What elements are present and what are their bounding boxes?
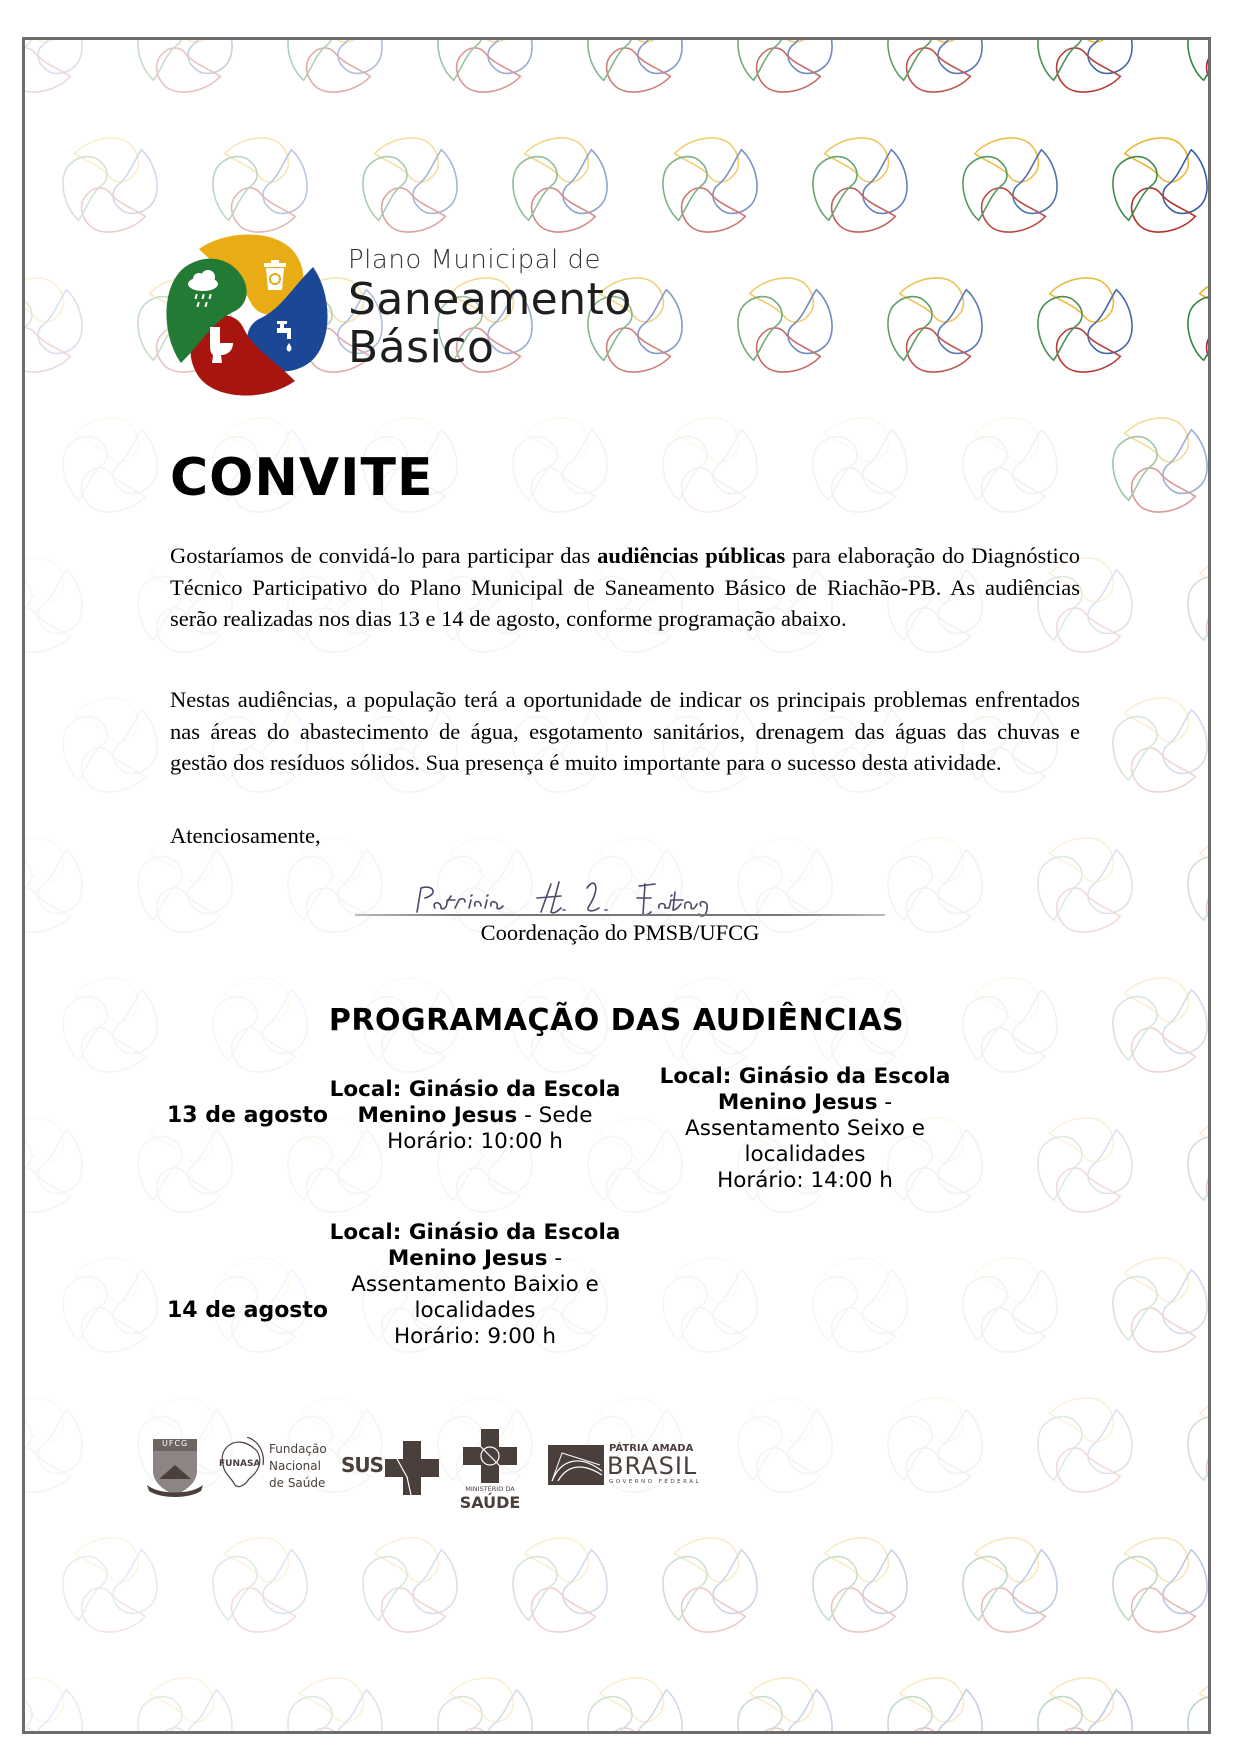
session-time: Horário: 14:00 h (717, 1168, 893, 1193)
signature-line (355, 914, 885, 916)
background-swirl (1030, 1110, 1141, 1221)
page-title: CONVITE (170, 448, 434, 508)
background-swirl (955, 130, 1066, 241)
funasa-name-line: Fundação (269, 1442, 327, 1456)
background-swirl (25, 550, 90, 661)
background-swirl (1030, 1390, 1141, 1501)
intro-paragraph (170, 540, 1080, 635)
session-suffix: - Sede (517, 1103, 593, 1128)
background-swirl (25, 1390, 90, 1501)
background-swirl (1030, 270, 1141, 381)
background-swirl (580, 40, 691, 100)
background-swirl (655, 130, 766, 241)
background-swirl (1180, 830, 1208, 941)
background-swirl (1180, 40, 1208, 100)
background-swirl (655, 1530, 766, 1641)
session-local: Local: Ginásio da Escola Menino Jesus (329, 1220, 621, 1271)
intro-text-bold: audiências públicas (597, 543, 786, 568)
background-swirl (55, 1250, 166, 1361)
pmsb-logo (161, 229, 333, 401)
background-swirl (280, 1670, 391, 1731)
ministerio-saude-cross-icon (463, 1429, 517, 1483)
session-suffix: - (877, 1090, 893, 1115)
brasil-label-top: PÁTRIA AMADA (609, 1443, 694, 1454)
background-swirl (130, 40, 241, 100)
ministerio-label-top: MINISTÉRIO DA (465, 1485, 515, 1493)
schedule-session (645, 1064, 965, 1194)
background-swirl (1105, 1530, 1208, 1641)
background-swirl (955, 1250, 1066, 1361)
background-swirl (805, 1250, 916, 1361)
session-time: Horário: 10:00 h (387, 1129, 563, 1154)
background-swirl (25, 1670, 90, 1731)
background-swirl (1105, 410, 1208, 521)
background-swirl (955, 1530, 1066, 1641)
background-swirl (205, 1530, 316, 1641)
background-swirl (805, 410, 916, 521)
funasa-name-line: de Saúde (269, 1476, 326, 1490)
schedule-date-day2: 14 de agosto (167, 1298, 329, 1323)
background-swirl (505, 1530, 616, 1641)
session-location-detail: Assentamento Baixio e localidades (351, 1272, 599, 1323)
background-swirl (280, 40, 391, 100)
session-local: Local: Ginásio da Escola Menino Jesus (659, 1064, 951, 1115)
partner-logos (145, 1435, 765, 1535)
session-suffix: - (547, 1246, 563, 1271)
background-swirl (730, 40, 841, 100)
logo-wordmark (348, 245, 632, 371)
sus-cross-icon (385, 1441, 439, 1495)
background-swirl (1030, 1670, 1141, 1731)
ministerio-label-bottom: SAÚDE (459, 1493, 521, 1512)
background-swirl (1105, 1250, 1208, 1361)
schedule-session (325, 1220, 625, 1350)
background-swirl (1030, 40, 1141, 100)
intro-text-end: para elaboração do Diagnóstico Técnico Participativo do Plano Municipal de Saneamento Básico de Riachão-PB. As audiências serão realizadas nos dias 13 e 14 de agosto, conforme programação abaixo. (170, 543, 1081, 631)
background-swirl (55, 1530, 166, 1641)
details-paragraph: Nestas audiências, a população terá a oportunidade de indicar os principais problemas enfrentados nas áreas do abastecimento de água, esgotamento sanitários, drenagem das águas das chuvas e gestão dos resíduos sólidos. Sua presença é muito importante para o sucesso desta atividade. (170, 687, 1080, 775)
brasil-label-bottom: GOVERNO FEDERAL (609, 1479, 702, 1485)
signature-role: Coordenação do PMSB/UFCG (480, 920, 760, 945)
background-swirl (805, 1530, 916, 1641)
background-swirl (880, 1390, 991, 1501)
brasil-label-main: BRASIL (607, 1452, 698, 1480)
ufcg-label: UFCG (162, 1439, 189, 1448)
background-swirl (1180, 270, 1208, 381)
background-swirl (1180, 1110, 1208, 1221)
funasa-label: FUNASA (219, 1459, 261, 1469)
background-swirl (880, 40, 991, 100)
background-swirl (1180, 550, 1208, 661)
schedule-session (325, 1077, 625, 1155)
background-swirl (1180, 1390, 1208, 1501)
document-page (22, 37, 1211, 1734)
background-swirl (805, 130, 916, 241)
logo-line-2: Saneamento (348, 274, 632, 325)
background-swirl (430, 1670, 541, 1731)
background-swirl (25, 1110, 90, 1221)
background-swirl (880, 1670, 991, 1731)
background-swirl (55, 130, 166, 241)
schedule-title: PROGRAMAÇÃO DAS AUDIÊNCIAS (328, 1003, 905, 1038)
background-swirl (880, 830, 991, 941)
background-swirl (505, 410, 616, 521)
logo-line-3: Básico (348, 322, 495, 373)
funasa-name-line: Nacional (269, 1459, 321, 1473)
background-swirl (205, 130, 316, 241)
background-swirl (25, 830, 90, 941)
background-swirl (955, 410, 1066, 521)
background-swirl (505, 130, 616, 241)
session-location-detail: Assentamento Seixo e localidades (685, 1116, 925, 1167)
background-swirl (430, 40, 541, 100)
background-swirl (655, 410, 766, 521)
background-swirl (580, 1670, 691, 1731)
session-local: Local: Ginásio da Escola Menino Jesus (329, 1077, 621, 1128)
background-swirl (355, 1530, 466, 1641)
logo-line-1: Plano Municipal de (348, 245, 602, 275)
background-swirl (730, 1670, 841, 1731)
funasa-full-name (269, 1441, 327, 1492)
background-swirl (130, 1670, 241, 1731)
background-swirl (55, 410, 166, 521)
background-swirl (1030, 830, 1141, 941)
background-swirl (880, 270, 991, 381)
background-swirl (655, 1250, 766, 1361)
session-time: Horário: 9:00 h (393, 1324, 557, 1349)
intro-text-start: Gostaríamos de convidá-lo para participar das (170, 543, 598, 568)
schedule-date-day1: 13 de agosto (167, 1103, 329, 1128)
brasil-flag-mark (548, 1445, 604, 1485)
background-swirl (25, 40, 90, 100)
background-swirl (1105, 130, 1208, 241)
background-swirl (730, 270, 841, 381)
background-swirl (25, 270, 90, 381)
background-swirl (55, 690, 166, 801)
background-swirl (1105, 690, 1208, 801)
background-swirl (355, 130, 466, 241)
background-swirl (1180, 1670, 1208, 1731)
sus-label: SUS (341, 1453, 384, 1477)
closing-salutation: Atenciosamente, (170, 823, 321, 848)
